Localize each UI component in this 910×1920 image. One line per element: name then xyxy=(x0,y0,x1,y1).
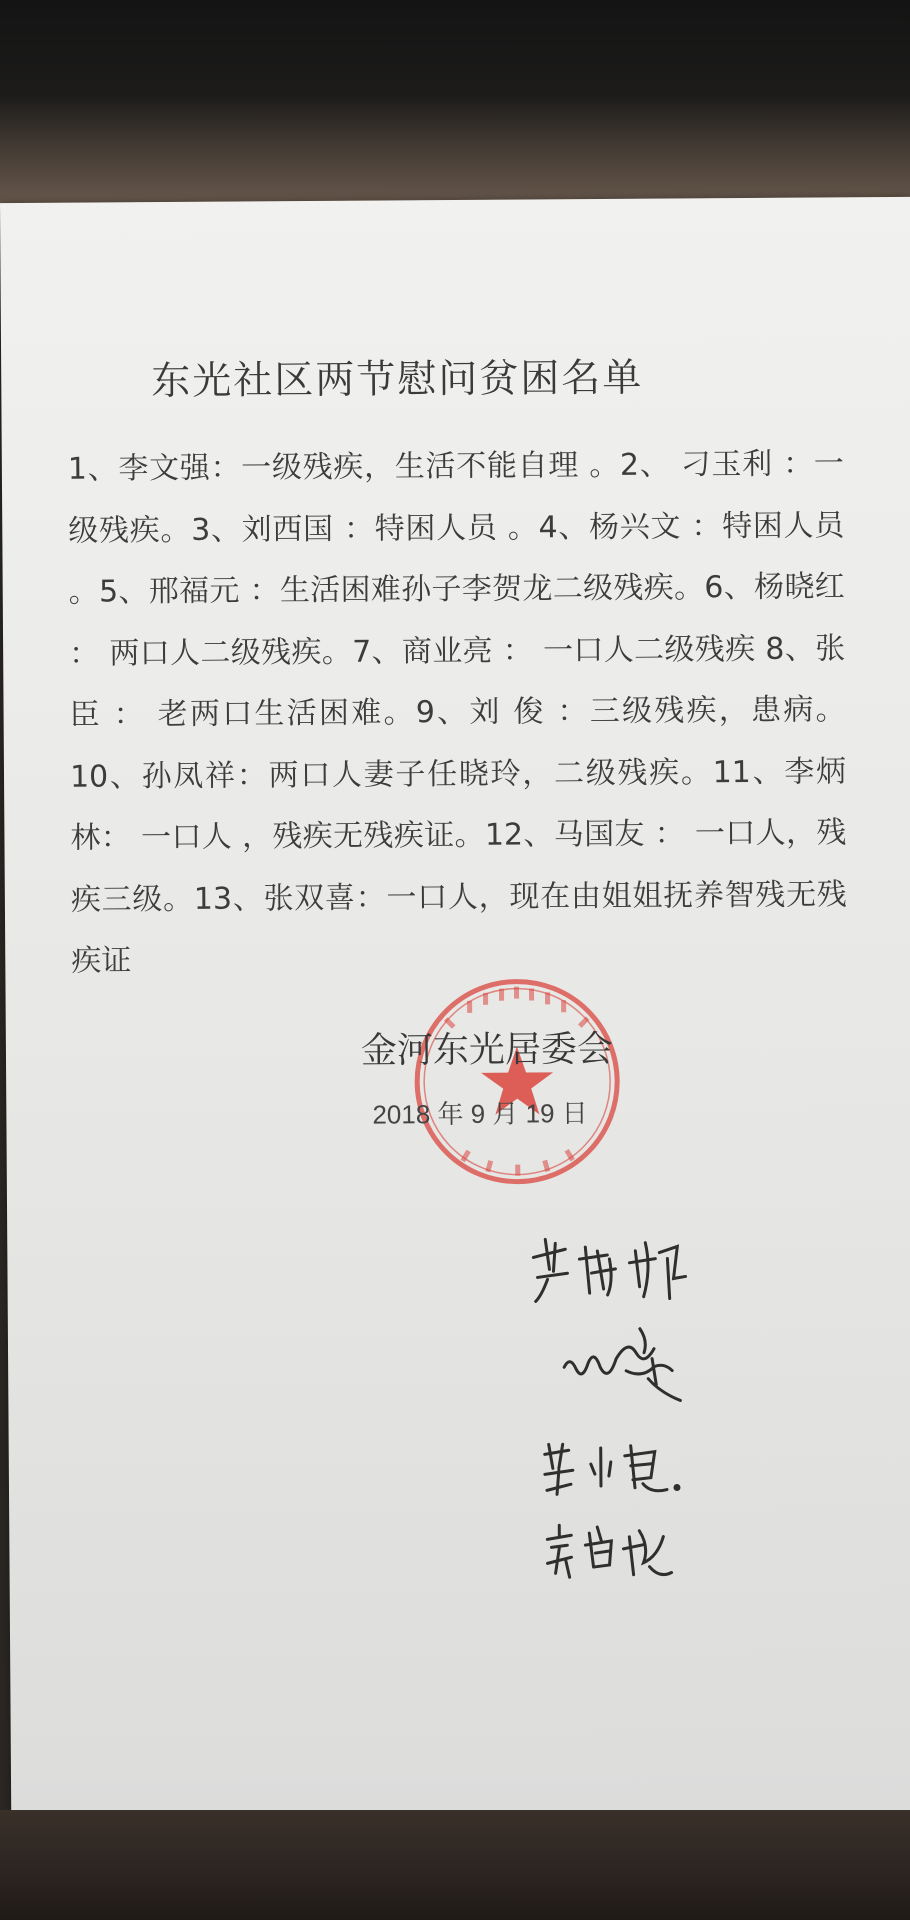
signature-3 xyxy=(539,1433,689,1504)
signature-4 xyxy=(539,1516,679,1587)
organization-name: 金河东光居委会 xyxy=(360,1028,614,1072)
desk-background-bottom xyxy=(0,1810,910,1920)
document-page xyxy=(0,197,910,1823)
document-title: 东光社区两节慰问贫困名单 xyxy=(151,355,644,405)
signature-2 xyxy=(556,1318,687,1419)
document-body: 1、李文强：一级残疾，生活不能自理 。2、 刁玉利 ：一级残疾。3、刘西国 ：特困人员 。4、杨兴文 ：特困人员 。5、邢福元 ：生活困难孙子李贺龙二级残疾。6、杨晓红 ： 两口人二级残疾。7、商业亮 ： 一口人二级残疾 8、张臣 ： 老两口生活困难。9、刘 俊 ：三级残疾，患病。10、孙凤祥：两口人妻子任晓玲，二级残疾。11、李炳林： 一口人 ，残疾无残疾证。12、马国友 ： 一口人，残疾三级。13、张双喜：一口人，现在由姐姐抚养智残无残疾证 xyxy=(67,446,847,979)
official-seal xyxy=(409,974,624,1189)
desk-background-top xyxy=(0,0,910,210)
document-date: 2018 年 9 月 19 日 xyxy=(372,1098,588,1130)
signature-1 xyxy=(527,1228,708,1309)
